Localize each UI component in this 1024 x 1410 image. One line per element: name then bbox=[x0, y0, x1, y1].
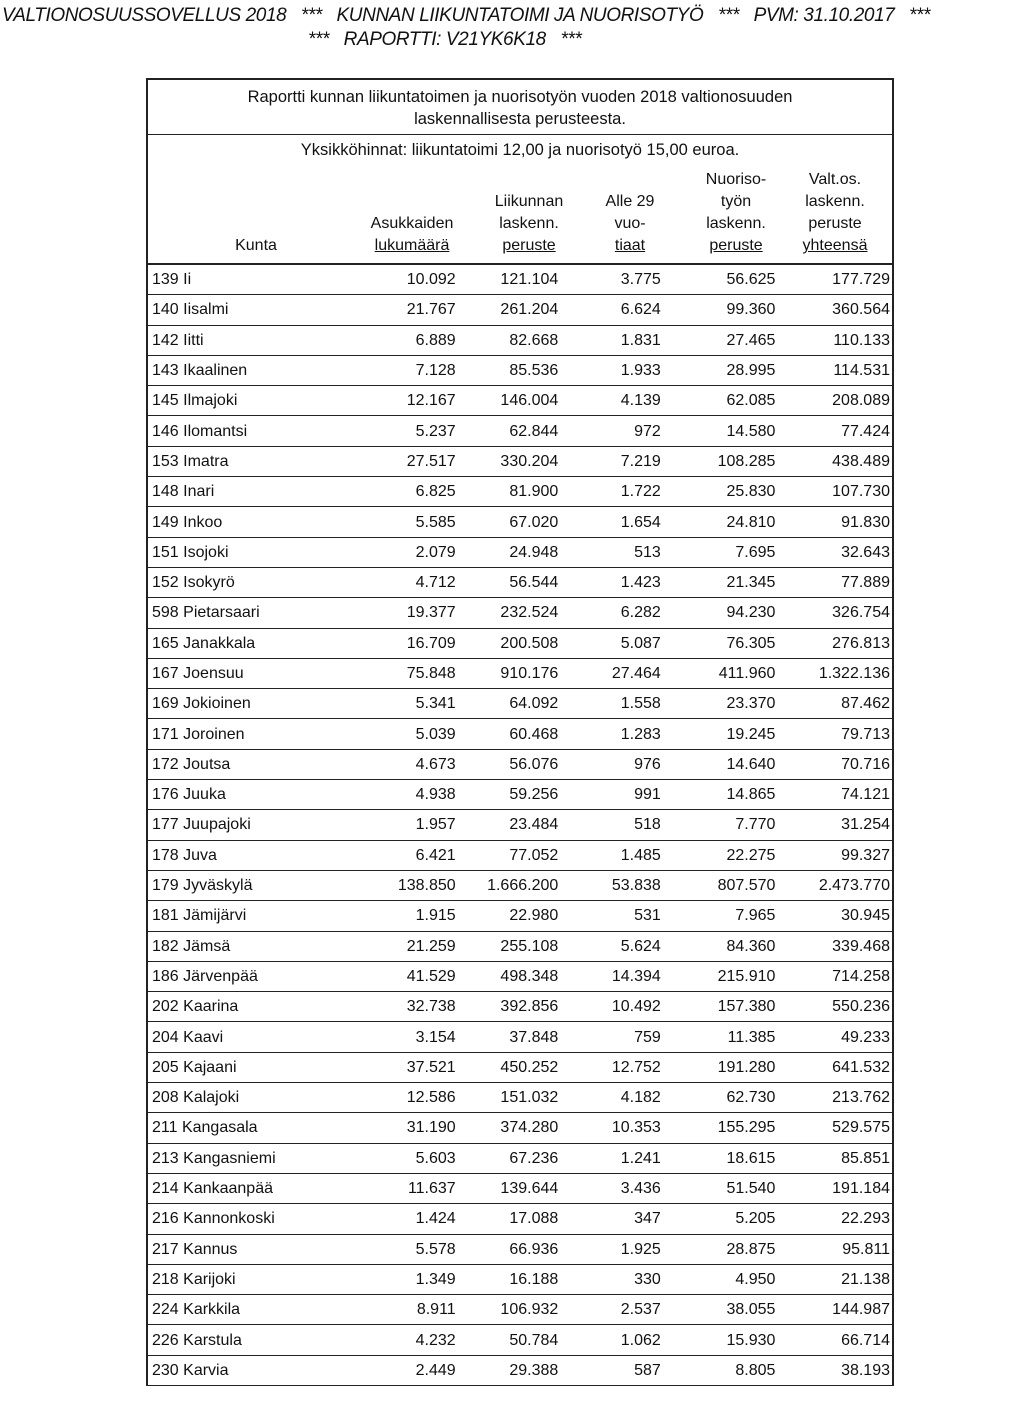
cell-kunta: 146 Ilomantsi bbox=[148, 416, 335, 446]
cell-col-asukkaat: 10.092 bbox=[335, 265, 464, 295]
header-line: Liikunnan bbox=[494, 193, 564, 210]
header-line: tiaat bbox=[614, 237, 646, 254]
cell-col-alle-29: 4.182 bbox=[572, 1083, 673, 1113]
cell-col-asukkaat: 32.738 bbox=[335, 992, 464, 1022]
cell-col-asukkaat: 1.424 bbox=[335, 1204, 464, 1234]
cell-kunta: 204 Kaavi bbox=[148, 1022, 335, 1052]
cell-kunta: 214 Kankaanpää bbox=[148, 1173, 335, 1203]
cell-col-alle-29: 587 bbox=[572, 1355, 673, 1385]
table-row bbox=[148, 961, 892, 991]
table-row bbox=[148, 295, 892, 325]
table-row bbox=[148, 1295, 892, 1325]
cell-col-liikunta-peruste: 29.388 bbox=[464, 1355, 573, 1385]
cell-kunta: 205 Kajaani bbox=[148, 1052, 335, 1082]
cell-col-yhteensa: 213.762 bbox=[787, 1083, 892, 1113]
cell-col-yhteensa: 21.138 bbox=[787, 1264, 892, 1294]
cell-kunta: 226 Karstula bbox=[148, 1325, 335, 1355]
cell-col-alle-29: 5.087 bbox=[572, 628, 673, 658]
cell-col-nuoriso-peruste: 51.540 bbox=[673, 1173, 788, 1203]
cell-col-yhteensa: 641.532 bbox=[787, 1052, 892, 1082]
header-line: peruste bbox=[808, 215, 862, 232]
cell-col-alle-29: 14.394 bbox=[572, 961, 673, 991]
header-line: yhteensä bbox=[802, 237, 868, 254]
cell-col-asukkaat: 2.449 bbox=[335, 1355, 464, 1385]
cell-kunta: 211 Kangasala bbox=[148, 1113, 335, 1143]
cell-col-nuoriso-peruste: 8.805 bbox=[673, 1355, 788, 1385]
header-col-alle-29 bbox=[570, 191, 690, 257]
cell-kunta: 139 Ii bbox=[148, 265, 335, 295]
table-row bbox=[148, 477, 892, 507]
cell-col-alle-29: 330 bbox=[572, 1264, 673, 1294]
cell-col-nuoriso-peruste: 99.360 bbox=[673, 295, 788, 325]
cell-col-alle-29: 1.722 bbox=[572, 477, 673, 507]
cell-col-nuoriso-peruste: 94.230 bbox=[673, 598, 788, 628]
cell-col-alle-29: 10.353 bbox=[572, 1113, 673, 1143]
cell-kunta: 171 Joroinen bbox=[148, 719, 335, 749]
report-intro-line-1: Raportti kunnan liikuntatoimen ja nuorisotyön vuoden 2018 valtionosuuden bbox=[247, 88, 793, 106]
cell-col-liikunta-peruste: 450.252 bbox=[464, 1052, 573, 1082]
table-row bbox=[148, 1325, 892, 1355]
header-line: laskenn. bbox=[805, 193, 865, 210]
cell-col-asukkaat: 1.915 bbox=[335, 901, 464, 931]
table-row bbox=[148, 931, 892, 961]
cell-col-liikunta-peruste: 77.052 bbox=[464, 840, 573, 870]
cell-col-liikunta-peruste: 17.088 bbox=[464, 1204, 573, 1234]
cell-col-yhteensa: 714.258 bbox=[787, 961, 892, 991]
cell-col-asukkaat: 6.421 bbox=[335, 840, 464, 870]
table-row bbox=[148, 780, 892, 810]
cell-col-nuoriso-peruste: 24.810 bbox=[673, 507, 788, 537]
cell-col-nuoriso-peruste: 7.965 bbox=[673, 901, 788, 931]
cell-col-asukkaat: 12.586 bbox=[335, 1083, 464, 1113]
cell-col-liikunta-peruste: 67.020 bbox=[464, 507, 573, 537]
cell-col-liikunta-peruste: 255.108 bbox=[464, 931, 573, 961]
header-line: Asukkaiden bbox=[370, 215, 454, 232]
cell-col-asukkaat: 5.585 bbox=[335, 507, 464, 537]
cell-col-nuoriso-peruste: 4.950 bbox=[673, 1264, 788, 1294]
cell-col-liikunta-peruste: 330.204 bbox=[464, 446, 573, 476]
cell-kunta: 142 Iitti bbox=[148, 325, 335, 355]
cell-col-liikunta-peruste: 146.004 bbox=[464, 386, 573, 416]
cell-col-asukkaat: 31.190 bbox=[335, 1113, 464, 1143]
cell-col-liikunta-peruste: 374.280 bbox=[464, 1113, 573, 1143]
table-row bbox=[148, 689, 892, 719]
cell-col-nuoriso-peruste: 14.865 bbox=[673, 780, 788, 810]
cell-col-alle-29: 3.436 bbox=[572, 1173, 673, 1203]
table-row bbox=[148, 598, 892, 628]
cell-col-liikunta-peruste: 62.844 bbox=[464, 416, 573, 446]
cell-col-alle-29: 1.558 bbox=[572, 689, 673, 719]
cell-col-liikunta-peruste: 139.644 bbox=[464, 1173, 573, 1203]
cell-kunta: 186 Järvenpää bbox=[148, 961, 335, 991]
cell-col-yhteensa: 360.564 bbox=[787, 295, 892, 325]
cell-col-alle-29: 1.925 bbox=[572, 1234, 673, 1264]
cell-col-nuoriso-peruste: 155.295 bbox=[673, 1113, 788, 1143]
cell-col-liikunta-peruste: 64.092 bbox=[464, 689, 573, 719]
cell-col-asukkaat: 5.237 bbox=[335, 416, 464, 446]
cell-kunta: 208 Kalajoki bbox=[148, 1083, 335, 1113]
cell-col-yhteensa: 22.293 bbox=[787, 1204, 892, 1234]
cell-col-nuoriso-peruste: 84.360 bbox=[673, 931, 788, 961]
cell-col-asukkaat: 4.673 bbox=[335, 749, 464, 779]
cell-col-alle-29: 518 bbox=[572, 810, 673, 840]
cell-col-asukkaat: 8.911 bbox=[335, 1295, 464, 1325]
cell-col-nuoriso-peruste: 19.245 bbox=[673, 719, 788, 749]
cell-col-alle-29: 1.933 bbox=[572, 355, 673, 385]
table-row bbox=[148, 1264, 892, 1294]
header-line: laskenn. bbox=[499, 215, 559, 232]
cell-col-asukkaat: 75.848 bbox=[335, 658, 464, 688]
cell-col-asukkaat: 2.079 bbox=[335, 537, 464, 567]
cell-col-liikunta-peruste: 200.508 bbox=[464, 628, 573, 658]
report-box bbox=[146, 78, 894, 1386]
cell-kunta: 182 Jämsä bbox=[148, 931, 335, 961]
cell-col-yhteensa: 74.121 bbox=[787, 780, 892, 810]
cell-kunta: 177 Juupajoki bbox=[148, 810, 335, 840]
cell-col-asukkaat: 1.957 bbox=[335, 810, 464, 840]
header-line: Kunta bbox=[235, 237, 277, 254]
cell-col-liikunta-peruste: 56.544 bbox=[464, 567, 573, 597]
cell-col-alle-29: 991 bbox=[572, 780, 673, 810]
unit-prices: Yksikköhinnat: liikuntatoimi 12,00 ja nuorisotyö 15,00 euroa. bbox=[300, 141, 740, 159]
cell-col-asukkaat: 37.521 bbox=[335, 1052, 464, 1082]
cell-col-yhteensa: 31.254 bbox=[787, 810, 892, 840]
cell-col-liikunta-peruste: 66.936 bbox=[464, 1234, 573, 1264]
header-line: lukumäärä bbox=[374, 237, 450, 254]
header-line: peruste bbox=[502, 237, 556, 254]
cell-col-nuoriso-peruste: 62.730 bbox=[673, 1083, 788, 1113]
cell-kunta: 140 Iisalmi bbox=[148, 295, 335, 325]
header-line: peruste bbox=[709, 237, 763, 254]
cell-col-yhteensa: 114.531 bbox=[787, 355, 892, 385]
cell-kunta: 230 Karvia bbox=[148, 1355, 335, 1385]
cell-col-asukkaat: 11.637 bbox=[335, 1173, 464, 1203]
cell-col-nuoriso-peruste: 28.875 bbox=[673, 1234, 788, 1264]
cell-kunta: 179 Jyväskylä bbox=[148, 870, 335, 900]
cell-kunta: 176 Juuka bbox=[148, 780, 335, 810]
cell-col-liikunta-peruste: 392.856 bbox=[464, 992, 573, 1022]
table-row bbox=[148, 870, 892, 900]
cell-kunta: 143 Ikaalinen bbox=[148, 355, 335, 385]
cell-kunta: 169 Jokioinen bbox=[148, 689, 335, 719]
cell-col-asukkaat: 27.517 bbox=[335, 446, 464, 476]
cell-col-alle-29: 759 bbox=[572, 1022, 673, 1052]
cell-col-alle-29: 10.492 bbox=[572, 992, 673, 1022]
cell-col-asukkaat: 138.850 bbox=[335, 870, 464, 900]
table-row bbox=[148, 1143, 892, 1173]
cell-col-asukkaat: 4.938 bbox=[335, 780, 464, 810]
cell-col-yhteensa: 38.193 bbox=[787, 1355, 892, 1385]
cell-col-yhteensa: 66.714 bbox=[787, 1325, 892, 1355]
cell-kunta: 167 Joensuu bbox=[148, 658, 335, 688]
cell-col-nuoriso-peruste: 14.640 bbox=[673, 749, 788, 779]
cell-col-alle-29: 27.464 bbox=[572, 658, 673, 688]
cell-col-nuoriso-peruste: 38.055 bbox=[673, 1295, 788, 1325]
cell-col-yhteensa: 191.184 bbox=[787, 1173, 892, 1203]
table-row bbox=[148, 749, 892, 779]
cell-col-alle-29: 12.752 bbox=[572, 1052, 673, 1082]
table-row bbox=[148, 1234, 892, 1264]
table-row bbox=[148, 992, 892, 1022]
header-col-kunta bbox=[196, 235, 316, 257]
cell-col-asukkaat: 16.709 bbox=[335, 628, 464, 658]
table-row bbox=[148, 658, 892, 688]
cell-kunta: 598 Pietarsaari bbox=[148, 598, 335, 628]
cell-col-asukkaat: 6.825 bbox=[335, 477, 464, 507]
cell-col-asukkaat: 7.128 bbox=[335, 355, 464, 385]
cell-col-yhteensa: 107.730 bbox=[787, 477, 892, 507]
cell-col-yhteensa: 2.473.770 bbox=[787, 870, 892, 900]
table-row bbox=[148, 719, 892, 749]
cell-kunta: 153 Imatra bbox=[148, 446, 335, 476]
report-intro bbox=[148, 80, 892, 135]
cell-col-alle-29: 1.485 bbox=[572, 840, 673, 870]
table-header bbox=[148, 163, 892, 265]
cell-col-yhteensa: 438.489 bbox=[787, 446, 892, 476]
cell-col-yhteensa: 70.716 bbox=[787, 749, 892, 779]
cell-col-nuoriso-peruste: 807.570 bbox=[673, 870, 788, 900]
cell-col-yhteensa: 32.643 bbox=[787, 537, 892, 567]
cell-col-liikunta-peruste: 56.076 bbox=[464, 749, 573, 779]
cell-col-alle-29: 1.831 bbox=[572, 325, 673, 355]
cell-col-alle-29: 3.775 bbox=[572, 265, 673, 295]
cell-col-nuoriso-peruste: 23.370 bbox=[673, 689, 788, 719]
table-row bbox=[148, 567, 892, 597]
cell-col-liikunta-peruste: 910.176 bbox=[464, 658, 573, 688]
cell-col-liikunta-peruste: 59.256 bbox=[464, 780, 573, 810]
cell-col-nuoriso-peruste: 21.345 bbox=[673, 567, 788, 597]
cell-col-alle-29: 6.624 bbox=[572, 295, 673, 325]
cell-col-alle-29: 347 bbox=[572, 1204, 673, 1234]
cell-col-yhteensa: 529.575 bbox=[787, 1113, 892, 1143]
cell-col-asukkaat: 19.377 bbox=[335, 598, 464, 628]
cell-col-yhteensa: 1.322.136 bbox=[787, 658, 892, 688]
table-row bbox=[148, 386, 892, 416]
cell-kunta: 181 Jämijärvi bbox=[148, 901, 335, 931]
cell-kunta: 165 Janakkala bbox=[148, 628, 335, 658]
cell-col-liikunta-peruste: 60.468 bbox=[464, 719, 573, 749]
cell-col-liikunta-peruste: 81.900 bbox=[464, 477, 573, 507]
cell-col-nuoriso-peruste: 411.960 bbox=[673, 658, 788, 688]
table-row bbox=[148, 446, 892, 476]
cell-col-yhteensa: 30.945 bbox=[787, 901, 892, 931]
header-line: Valt.os. bbox=[808, 171, 862, 188]
table-row bbox=[148, 1083, 892, 1113]
cell-col-yhteensa: 208.089 bbox=[787, 386, 892, 416]
cell-col-yhteensa: 276.813 bbox=[787, 628, 892, 658]
page-header-line-1: VALTIONOSUUSSOVELLUS 2018 *** KUNNAN LIIKUNTATOIMI JA NUORISOTYÖ *** PVM: 31.10.2017 *** bbox=[2, 5, 931, 26]
table-row bbox=[148, 1204, 892, 1234]
cell-col-liikunta-peruste: 498.348 bbox=[464, 961, 573, 991]
cell-col-alle-29: 531 bbox=[572, 901, 673, 931]
cell-col-alle-29: 972 bbox=[572, 416, 673, 446]
cell-kunta: 149 Inkoo bbox=[148, 507, 335, 537]
cell-col-nuoriso-peruste: 56.625 bbox=[673, 265, 788, 295]
cell-col-asukkaat: 3.154 bbox=[335, 1022, 464, 1052]
cell-col-nuoriso-peruste: 108.285 bbox=[673, 446, 788, 476]
cell-col-asukkaat: 21.767 bbox=[335, 295, 464, 325]
cell-col-nuoriso-peruste: 62.085 bbox=[673, 386, 788, 416]
cell-col-yhteensa: 339.468 bbox=[787, 931, 892, 961]
table-row bbox=[148, 416, 892, 446]
cell-col-liikunta-peruste: 23.484 bbox=[464, 810, 573, 840]
cell-col-yhteensa: 99.327 bbox=[787, 840, 892, 870]
cell-col-alle-29: 4.139 bbox=[572, 386, 673, 416]
municipality-table bbox=[148, 265, 892, 1386]
cell-kunta: 145 Ilmajoki bbox=[148, 386, 335, 416]
header-line: työn bbox=[720, 193, 752, 210]
cell-col-asukkaat: 6.889 bbox=[335, 325, 464, 355]
cell-col-nuoriso-peruste: 191.280 bbox=[673, 1052, 788, 1082]
cell-col-nuoriso-peruste: 157.380 bbox=[673, 992, 788, 1022]
cell-kunta: 218 Karijoki bbox=[148, 1264, 335, 1294]
cell-col-alle-29: 6.282 bbox=[572, 598, 673, 628]
cell-col-yhteensa: 77.424 bbox=[787, 416, 892, 446]
cell-col-nuoriso-peruste: 5.205 bbox=[673, 1204, 788, 1234]
table-row bbox=[148, 1173, 892, 1203]
table-row bbox=[148, 1022, 892, 1052]
cell-col-nuoriso-peruste: 14.580 bbox=[673, 416, 788, 446]
cell-kunta: 224 Karkkila bbox=[148, 1295, 335, 1325]
header-line: laskenn. bbox=[706, 215, 766, 232]
cell-col-yhteensa: 91.830 bbox=[787, 507, 892, 537]
table-row bbox=[148, 810, 892, 840]
cell-kunta: 178 Juva bbox=[148, 840, 335, 870]
cell-col-yhteensa: 110.133 bbox=[787, 325, 892, 355]
cell-col-nuoriso-peruste: 22.275 bbox=[673, 840, 788, 870]
cell-col-asukkaat: 21.259 bbox=[335, 931, 464, 961]
cell-kunta: 151 Isojoki bbox=[148, 537, 335, 567]
cell-col-liikunta-peruste: 22.980 bbox=[464, 901, 573, 931]
cell-col-nuoriso-peruste: 27.465 bbox=[673, 325, 788, 355]
cell-col-liikunta-peruste: 151.032 bbox=[464, 1083, 573, 1113]
cell-col-nuoriso-peruste: 25.830 bbox=[673, 477, 788, 507]
cell-col-alle-29: 1.241 bbox=[572, 1143, 673, 1173]
cell-col-liikunta-peruste: 85.536 bbox=[464, 355, 573, 385]
cell-col-alle-29: 513 bbox=[572, 537, 673, 567]
table-row bbox=[148, 325, 892, 355]
cell-col-asukkaat: 4.232 bbox=[335, 1325, 464, 1355]
cell-col-alle-29: 7.219 bbox=[572, 446, 673, 476]
cell-col-nuoriso-peruste: 7.695 bbox=[673, 537, 788, 567]
table-row bbox=[148, 1113, 892, 1143]
cell-col-nuoriso-peruste: 215.910 bbox=[673, 961, 788, 991]
table-row bbox=[148, 628, 892, 658]
cell-col-nuoriso-peruste: 15.930 bbox=[673, 1325, 788, 1355]
header-line: Alle 29 bbox=[605, 193, 655, 210]
cell-col-liikunta-peruste: 261.204 bbox=[464, 295, 573, 325]
cell-col-alle-29: 976 bbox=[572, 749, 673, 779]
table-row bbox=[148, 537, 892, 567]
cell-col-yhteensa: 95.811 bbox=[787, 1234, 892, 1264]
cell-kunta: 217 Kannus bbox=[148, 1234, 335, 1264]
cell-kunta: 148 Inari bbox=[148, 477, 335, 507]
cell-col-alle-29: 1.283 bbox=[572, 719, 673, 749]
table-row bbox=[148, 1355, 892, 1385]
cell-col-alle-29: 53.838 bbox=[572, 870, 673, 900]
cell-col-liikunta-peruste: 232.524 bbox=[464, 598, 573, 628]
cell-kunta: 216 Kannonkoski bbox=[148, 1204, 335, 1234]
page-header-line-2: *** RAPORTTI: V21YK6K18 *** bbox=[308, 29, 582, 50]
table-row bbox=[148, 355, 892, 385]
cell-col-asukkaat: 5.578 bbox=[335, 1234, 464, 1264]
cell-col-nuoriso-peruste: 18.615 bbox=[673, 1143, 788, 1173]
cell-col-yhteensa: 177.729 bbox=[787, 265, 892, 295]
cell-col-nuoriso-peruste: 11.385 bbox=[673, 1022, 788, 1052]
cell-col-yhteensa: 87.462 bbox=[787, 689, 892, 719]
table-row bbox=[148, 1052, 892, 1082]
report-intro-line-2: laskennallisesta perusteesta. bbox=[414, 110, 626, 128]
table-row bbox=[148, 840, 892, 870]
cell-kunta: 202 Kaarina bbox=[148, 992, 335, 1022]
cell-col-yhteensa: 85.851 bbox=[787, 1143, 892, 1173]
cell-col-liikunta-peruste: 50.784 bbox=[464, 1325, 573, 1355]
cell-col-yhteensa: 144.987 bbox=[787, 1295, 892, 1325]
cell-kunta: 152 Isokyrö bbox=[148, 567, 335, 597]
cell-col-nuoriso-peruste: 28.995 bbox=[673, 355, 788, 385]
cell-col-asukkaat: 1.349 bbox=[335, 1264, 464, 1294]
cell-col-yhteensa: 326.754 bbox=[787, 598, 892, 628]
cell-kunta: 213 Kangasniemi bbox=[148, 1143, 335, 1173]
header-col-asukkaat bbox=[352, 213, 472, 257]
cell-col-yhteensa: 77.889 bbox=[787, 567, 892, 597]
cell-col-yhteensa: 79.713 bbox=[787, 719, 892, 749]
table-row bbox=[148, 901, 892, 931]
cell-col-alle-29: 5.624 bbox=[572, 931, 673, 961]
cell-col-liikunta-peruste: 24.948 bbox=[464, 537, 573, 567]
cell-col-alle-29: 2.537 bbox=[572, 1295, 673, 1325]
table-row bbox=[148, 265, 892, 295]
cell-col-asukkaat: 12.167 bbox=[335, 386, 464, 416]
cell-col-nuoriso-peruste: 7.770 bbox=[673, 810, 788, 840]
cell-col-liikunta-peruste: 37.848 bbox=[464, 1022, 573, 1052]
cell-col-asukkaat: 5.039 bbox=[335, 719, 464, 749]
cell-col-liikunta-peruste: 106.932 bbox=[464, 1295, 573, 1325]
cell-col-asukkaat: 4.712 bbox=[335, 567, 464, 597]
table-row bbox=[148, 507, 892, 537]
cell-col-alle-29: 1.423 bbox=[572, 567, 673, 597]
cell-col-asukkaat: 41.529 bbox=[335, 961, 464, 991]
cell-kunta: 172 Joutsa bbox=[148, 749, 335, 779]
cell-col-nuoriso-peruste: 76.305 bbox=[673, 628, 788, 658]
cell-col-liikunta-peruste: 1.666.200 bbox=[464, 870, 573, 900]
cell-col-alle-29: 1.062 bbox=[572, 1325, 673, 1355]
header-line: Nuoriso- bbox=[705, 171, 767, 188]
header-col-yhteensa bbox=[775, 169, 895, 257]
cell-col-liikunta-peruste: 121.104 bbox=[464, 265, 573, 295]
cell-col-liikunta-peruste: 82.668 bbox=[464, 325, 573, 355]
cell-col-yhteensa: 550.236 bbox=[787, 992, 892, 1022]
cell-col-yhteensa: 49.233 bbox=[787, 1022, 892, 1052]
cell-col-asukkaat: 5.603 bbox=[335, 1143, 464, 1173]
cell-col-liikunta-peruste: 67.236 bbox=[464, 1143, 573, 1173]
cell-col-liikunta-peruste: 16.188 bbox=[464, 1264, 573, 1294]
cell-col-alle-29: 1.654 bbox=[572, 507, 673, 537]
cell-col-asukkaat: 5.341 bbox=[335, 689, 464, 719]
header-line: vuo- bbox=[614, 215, 646, 232]
